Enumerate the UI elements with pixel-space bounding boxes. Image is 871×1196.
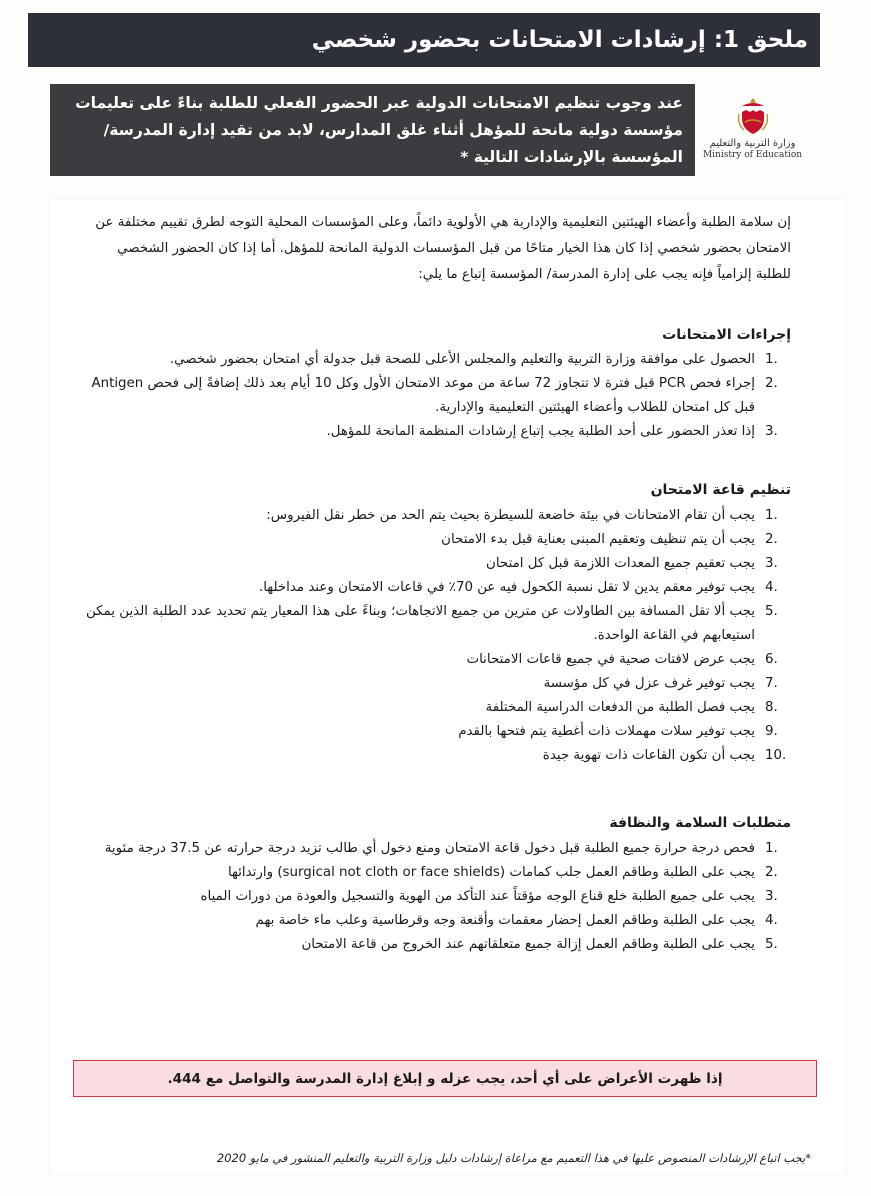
footnote: *يجب اتباع الإرشادات المنصوص عليها في هذا التعميم مع مراعاة إرشادات دليل وزارة التربية والتعليم المنشور في مايو 2020 <box>216 1151 811 1165</box>
list-item <box>81 576 791 600</box>
item-number: 3. <box>765 889 778 904</box>
list-item <box>81 909 791 933</box>
list-item <box>81 504 791 528</box>
item-number: 2. <box>765 376 778 391</box>
item-text: يجب تعقيم جميع المعدات اللازمة قبل كل امتحان <box>486 556 755 571</box>
item-number: 5. <box>765 604 778 619</box>
list-item <box>81 885 791 909</box>
list-item <box>81 861 791 885</box>
list-item <box>81 600 791 648</box>
item-number: 1. <box>765 508 778 523</box>
list-item <box>81 696 791 720</box>
item-text: يجب فصل الطلبة من الدفعات الدراسية المختلفة <box>485 700 755 715</box>
item-number: 10. <box>765 748 787 763</box>
item-text: يجب عرض لافتات صحية في جميع قاعات الامتحانات <box>466 652 755 667</box>
intro-paragraph: إن سلامة الطلبة وأعضاء الهيئتين التعليمية والإدارية هي الأولوية دائماً، وعلى المؤسسات المحلية التوجه لطرق تقييم مختلفة عن الامتحان بحضور شخصي إذا كان هذا الخيار متاحًا من قبل المؤسسات الدولية المانحة للمؤهل. أما إذا كان الحضور الشخصي للطلبة إلزامياً فإنه يجب على إدارة المدرسة/ المؤسسة إتباع ما يلي: <box>95 215 791 282</box>
ministry-logo <box>700 96 805 174</box>
item-text: يجب توفير سلات مهملات ذات أغطية يتم فتحها بالقدم <box>458 724 755 739</box>
item-number: 1. <box>765 841 778 856</box>
item-number: 3. <box>765 556 778 571</box>
alert-text: إذا ظهرت الأعراض على أي أحد، يجب عزله و إبلاغ إدارة المدرسة والتواصل مع 444. <box>167 1070 723 1087</box>
item-number: 5. <box>765 937 778 952</box>
section-heading-exam-hall: تنظيم قاعة الامتحان <box>650 482 791 498</box>
item-text: فحص درجة حرارة جميع الطلبة قبل دخول قاعة الامتحان ومنع دخول أي طالب تزيد درجة حرارته عن 37.5 درجة مئوية <box>104 841 755 856</box>
header-bar <box>28 13 820 67</box>
item-number: 3. <box>765 424 778 439</box>
section-heading-exam-procedures: إجراءات الامتحانات <box>662 327 791 343</box>
item-number: 2. <box>765 532 778 547</box>
item-number: 4. <box>765 913 778 928</box>
item-text: يجب أن تقام الامتحانات في بيئة خاضعة للسيطرة بحيث يتم الحد من خطر نقل الفيروس: <box>266 508 755 523</box>
intro-box <box>50 84 695 176</box>
list-item <box>81 552 791 576</box>
ministry-name-ar: وزارة التربية والتعليم <box>709 138 796 149</box>
exam-hall-list <box>81 504 791 768</box>
intro-box-text: عند وجوب تنظيم الامتحانات الدولية عبر الحضور الفعلي للطلبة بناءً على تعليمات مؤسسة دولية مانحة للمؤهل أثناء غلق المدارس، لابد من تقيد إدارة المدرسة/ المؤسسة بالإرشادات التالية * <box>75 94 683 166</box>
item-text: يجب أن يتم تنظيف وتعقيم المبنى بعناية قبل بدء الامتحان <box>441 532 755 547</box>
item-text: يجب توفير معقم يدين لا تقل نسبة الكحول فيه عن 70٪ في قاعات الامتحان وعند مداخلها. <box>258 580 755 595</box>
item-text: يجب على جميع الطلبة خلع قناع الوجه مؤقتاً عند التأكد من الهوية والتسجيل والعودة من دورات المياه <box>200 889 755 904</box>
safety-list <box>81 837 791 957</box>
list-item <box>81 648 791 672</box>
symptoms-alert <box>73 1060 817 1097</box>
list-item <box>81 528 791 552</box>
item-text: يجب أن تكون القاعات ذات تهوية جيدة <box>542 748 755 763</box>
list-item <box>81 420 791 444</box>
exam-procedures-list <box>81 348 791 444</box>
item-text: إذا تعذر الحضور على أحد الطلبة يجب إتباع إرشادات المنظمة المانحة للمؤهل. <box>326 424 755 439</box>
item-text: يجب ألا تقل المسافة بين الطاولات عن مترين من جميع الاتجاهات؛ وبناءً على هذا المعيار يتم تحديد عدد الطلبة الذين يمكن استيعابهم في القاعة الواحدة. <box>85 604 755 643</box>
item-number: 1. <box>765 352 778 367</box>
list-item <box>81 744 791 768</box>
section-heading-safety: متطلبات السلامة والنظافة <box>609 815 791 831</box>
item-number: 2. <box>765 865 778 880</box>
list-item <box>81 348 791 372</box>
item-text: الحصول على موافقة وزارة التربية والتعليم والمجلس الأعلى للصحة قبل جدولة أي امتحان بحضور شخصي. <box>169 352 755 367</box>
item-number: 6. <box>765 652 778 667</box>
page-title: ملحق 1: إرشادات الامتحانات بحضور شخصي <box>311 27 808 53</box>
item-number: 4. <box>765 580 778 595</box>
list-item <box>81 720 791 744</box>
item-text: إجراء فحص PCR قبل فترة لا تتجاوز 72 ساعة من موعد الامتحان الأول وكل 10 أيام بعد ذلك إضافةً إلى فحص Antigen قبل كل امتحان للطلاب وأعضاء الهيئتين التعليمية والإدارية. <box>91 376 755 415</box>
item-number: 7. <box>765 676 778 691</box>
item-text: يجب توفير غرف عزل في كل مؤسسة <box>543 676 755 691</box>
item-text: يجب على الطلبة وطاقم العمل جلب كمامات (surgical not cloth or face shields) وارتدائها <box>227 865 755 880</box>
list-item <box>81 372 791 420</box>
ministry-name-en: Ministry of Education <box>702 150 803 160</box>
item-number: 9. <box>765 724 778 739</box>
list-item <box>81 933 791 957</box>
ministry-emblem-icon <box>736 96 770 136</box>
item-text: يجب على الطلبة وطاقم العمل إحضار معقمات وأقنعة وجه وقرطاسية وعلب ماء خاصة بهم <box>255 913 755 928</box>
list-item <box>81 672 791 696</box>
list-item <box>81 837 791 861</box>
item-text: يجب على الطلبة وطاقم العمل إزالة جميع متعلقاتهم عند الخروج من قاعة الامتحان <box>301 937 755 952</box>
item-number: 8. <box>765 700 778 715</box>
